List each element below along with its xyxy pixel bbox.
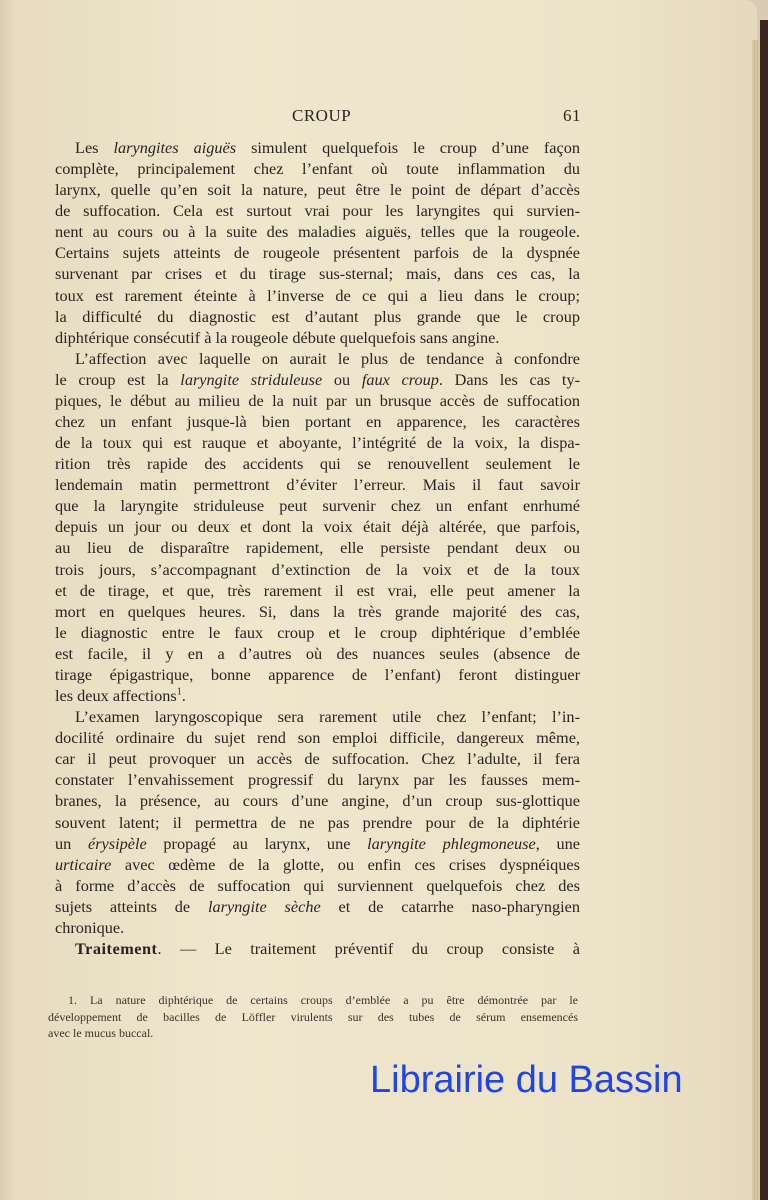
- text-span: au lieu de disparaître rapidement, elle persiste pendant deux ou: [55, 538, 580, 558]
- text-line: [55, 938, 580, 959]
- text-span: Certains sujets atteints de rougeole présentent parfois de la dyspnée: [55, 243, 580, 263]
- text-line: [55, 875, 580, 896]
- text-line: [55, 369, 580, 390]
- text-span: sujets atteints de: [55, 896, 208, 916]
- text-line: [55, 812, 580, 833]
- text-line: [55, 306, 580, 327]
- text-line: [55, 137, 580, 158]
- text-line: [55, 242, 580, 263]
- text-line: [55, 748, 580, 769]
- text-span: trois jours, s’accompagnant d’extinction de la voix et de la toux: [55, 559, 580, 579]
- text-span: 1. La nature diphtérique de certains croups d’emblée a pu être démontrée par le: [68, 993, 578, 1007]
- text-span: .: [181, 686, 186, 706]
- text-line: [55, 896, 580, 917]
- text-line: [55, 727, 580, 748]
- text-line: [55, 411, 580, 432]
- text-line: [55, 390, 580, 411]
- text-span: complète, principalement chez l’enfant où toute inflammation du: [55, 159, 580, 179]
- text-line: [55, 200, 580, 221]
- text-span: et de catarrhe naso-pharyngien: [320, 896, 581, 916]
- text-line: [55, 854, 580, 875]
- text-line: [55, 432, 580, 453]
- italic-text: érysipèle: [87, 833, 147, 853]
- text-span: chez un enfant jusque-là bien portant en apparence, les caractères: [55, 412, 580, 432]
- page-number: 61: [563, 106, 581, 125]
- italic-text: faux croup: [361, 369, 439, 389]
- footnote: [48, 992, 578, 1042]
- text-span: depuis un jour ou deux et dont la voix était déjà altérée, que parfois,: [55, 517, 580, 537]
- text-span: branes, la présence, au cours d’une angine, d’un croup sus-glottique: [55, 791, 580, 811]
- text-span: souvent latent; il permettra de ne pas prendre pour de la diphtérie: [55, 812, 580, 832]
- text-span: avec le mucus buccal.: [48, 1026, 154, 1040]
- text-line: [55, 263, 580, 284]
- text-span: toux est rarement éteinte à l’inverse de ce qui a lieu dans le croup;: [55, 285, 580, 305]
- text-span: Les: [75, 138, 114, 157]
- text-span: L’affection avec laquelle on aurait le plus de tendance à confondre: [75, 348, 580, 368]
- italic-text: laryngite sèche: [207, 896, 321, 916]
- text-span: car il peut provoquer un accès de suffocation. Chez l’adulte, il fera: [55, 749, 580, 769]
- text-line: [55, 790, 580, 811]
- text-line: [55, 769, 580, 790]
- text-span: larynx, quelle qu’en soit la nature, peut être le point de départ d’accès: [55, 180, 580, 200]
- bold-heading: Traitement: [75, 938, 158, 958]
- text-line: [55, 348, 580, 369]
- italic-text: laryngites aiguës: [113, 138, 237, 157]
- text-span: développement de bacilles de Löffler virulents sur des tubes de sérum ensemencés: [48, 1009, 578, 1024]
- text-span: . — Le traitement préventif du croup consiste à: [157, 938, 580, 958]
- text-line: [55, 453, 580, 474]
- text-line: [48, 1009, 578, 1026]
- text-line: [55, 833, 580, 854]
- text-span: ou: [322, 369, 362, 389]
- text-line: [55, 474, 580, 495]
- text-span: mort en quelques heures. Si, dans la très grande majorité des cas,: [55, 601, 580, 621]
- text-span: la difficulté du diagnostic est d’autant plus grande que le croup: [55, 306, 580, 326]
- text-line: [55, 495, 580, 516]
- book-cover-edge: [760, 20, 768, 1200]
- text-line: [48, 992, 578, 1009]
- text-span: le croup est la: [55, 369, 181, 389]
- text-span: diphtérique consécutif à la rougeole débute quelquefois sans angine.: [55, 327, 500, 347]
- text-line: [55, 516, 580, 537]
- text-line: [55, 285, 580, 306]
- text-span: avec œdème de la glotte, ou enfin ces crises dyspnéiques: [111, 854, 580, 874]
- text-line: [55, 221, 580, 242]
- text-span: piques, le début au milieu de la nuit par un brusque accès de suffocation: [55, 390, 580, 410]
- text-span: et de tirage, et que, très rarement il est vrai, elle peut amener la: [55, 580, 580, 600]
- running-header-title: CROUP: [292, 106, 352, 125]
- text-span: à forme d’accès de suffocation qui surviennent quelquefois chez des: [55, 875, 580, 895]
- text-span: . Dans les cas ty-: [438, 369, 581, 389]
- watermark: Librairie du Bassin: [370, 1059, 683, 1101]
- text-line: [55, 706, 580, 727]
- text-line: [55, 601, 580, 622]
- text-line: [55, 664, 580, 685]
- body-text: [55, 137, 580, 959]
- text-span: de suffocation. Cela est surtout vrai pour les laryngites qui survien-: [55, 201, 580, 221]
- italic-text: laryngite phlegmoneuse: [367, 833, 536, 853]
- italic-text: urticaire: [55, 854, 112, 874]
- text-span: les deux affections: [55, 686, 177, 706]
- text-line: [55, 537, 580, 558]
- text-line: [55, 559, 580, 580]
- text-span: tirage épigastrique, bonne apparence de l’enfant) feront distinguer: [55, 664, 580, 684]
- text-line: [55, 622, 580, 643]
- text-span: lendemain matin permettront d’éviter l’erreur. Mais il faut savoir: [55, 475, 580, 495]
- text-line: [55, 685, 580, 706]
- text-span: de la toux qui est rauque et aboyante, l’intégrité de la voix, la dispa-: [55, 433, 580, 453]
- text-span: simulent quelquefois le croup d’une façon: [236, 138, 581, 157]
- text-span: propagé au larynx, une: [146, 833, 368, 853]
- text-span: constater l’envahissement progressif du larynx par les fausses mem-: [55, 770, 580, 790]
- page-gutter-shadow: [0, 0, 14, 1200]
- text-span: un: [55, 833, 88, 853]
- text-line: [55, 643, 580, 664]
- text-line: [55, 179, 580, 200]
- text-span: le diagnostic entre le faux croup et le croup diphtérique d’emblée: [55, 622, 580, 642]
- text-line: [55, 327, 580, 348]
- text-line: [48, 1025, 578, 1042]
- text-line: [55, 580, 580, 601]
- text-span: L’examen laryngoscopique sera rarement utile chez l’enfant; l’in-: [75, 707, 580, 727]
- text-line: [55, 917, 580, 938]
- text-span: rition très rapide des accidents qui se renouvellent seulement le: [55, 454, 580, 474]
- text-span: docilité ordinaire du sujet rend son emploi difficile, dangereux même,: [55, 728, 580, 748]
- text-span: survenant par crises et du tirage sus-sternal; mais, dans ces cas, la: [55, 264, 580, 284]
- footnote-ref: 1: [176, 686, 182, 698]
- text-span: est facile, il y en a d’autres où des nuances seules (absence de: [55, 643, 580, 663]
- text-span: chronique.: [55, 917, 125, 937]
- text-span: nent au cours ou à la suite des maladies aiguës, telles que la rougeole.: [55, 222, 580, 242]
- italic-text: laryngite striduleuse: [180, 369, 323, 389]
- text-span: que la laryngite striduleuse peut survenir chez un enfant enrhumé: [55, 496, 580, 516]
- text-span: , une: [535, 833, 580, 853]
- text-line: [55, 158, 580, 179]
